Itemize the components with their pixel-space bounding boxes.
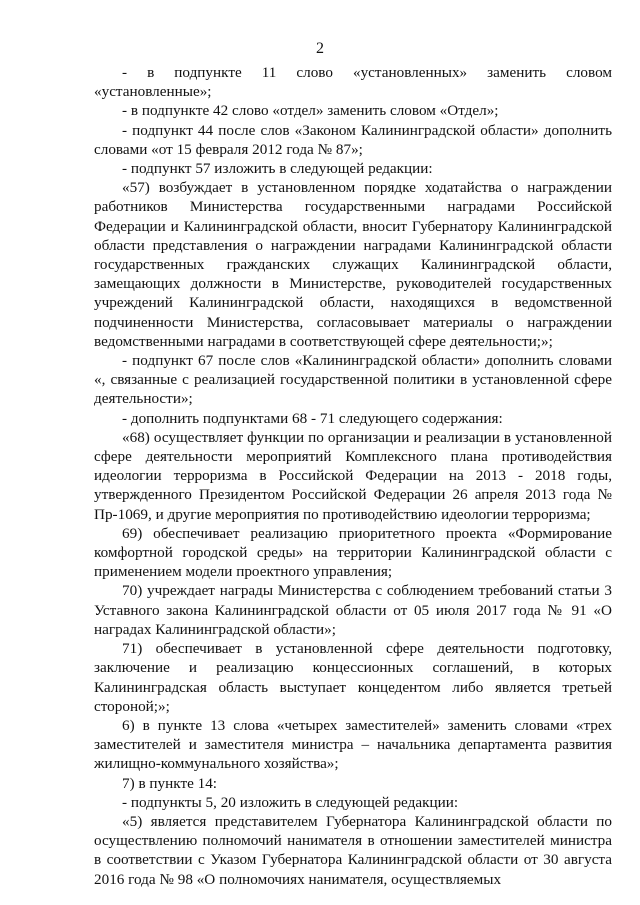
paragraph-subpoint-67: - подпункт 67 после слов «Калининградской области» дополнить словами «, связанные с реализацией государственной политики в установленной сфере деятельности»; xyxy=(94,352,612,408)
page-number: 2 xyxy=(316,40,324,57)
paragraph-subpoint-44: - подпункт 44 после слов «Законом Калининградской области» дополнить словами «от 15 февраля 2012 года № 87»; xyxy=(94,121,612,158)
paragraph-subpoint-57-intro: - подпункт 57 изложить в следующей редакции: xyxy=(122,160,433,178)
paragraph-point-6: 6) в пункте 13 слова «четырех заместителей» заменить словами «трех заместителей и заместителя министра – начальника департамента развития жилищно-коммунального хозяйства»; xyxy=(94,716,612,773)
paragraph-subpoint-68: «68) осуществляет функции по организации и реализации в установленной сфере деятельности мероприятий Комплексного плана противодействия идеологии терроризма в Российской Федерации на 2013 - 2018 годы, утвержденного Президентом Российской Федерации 26 апреля 2013 года № Пр-1069, и другие мероприятия по противодействию идеологии терроризма; xyxy=(94,428,612,523)
paragraph-subpoint-5-text: «5) является представителем Губернатора Калининградской области по осуществлению полномочий нанимателя в отношении заместителей министра в соответствии с Указом Губернатора Калининградской области от 30 августа 2016 года № 98 «О полномочиях нанимателя, осуществляемых xyxy=(94,812,612,888)
paragraph-add-68-71: - дополнить подпунктами 68 - 71 следующего содержания: xyxy=(122,409,503,427)
paragraph-subpoint-11: - в подпункте 11 слово «установленных» заменить словом «установленные»; xyxy=(94,64,612,101)
document-body xyxy=(94,63,612,889)
paragraph-subpoint-42: - в подпункте 42 слово «отдел» заменить словом «Отдел»; xyxy=(122,102,499,120)
paragraph-subpoint-69: 69) обеспечивает реализацию приоритетного проекта «Формирование комфортной городской среды» на территории Калининградской области с применением модели проектного управления; xyxy=(94,524,612,581)
paragraph-subpoint-70: 70) учреждает награды Министерства с соблюдением требований статьи 3 Уставного закона Калининградской области от 05 июля 2017 года № 91 «О наградах Калининградской области»; xyxy=(94,582,612,638)
paragraph-point-7: 7) в пункте 14: xyxy=(122,774,218,792)
paragraph-subpoint-57-text: «57) возбуждает в установленном порядке ходатайства о награждении работников Министерства государственными наградами Российской Федерации и Калининградской области, вносит Губернатору Калининградской области представления о награждении наградами Калининградской области государственных гражданских служащих Калининградской области, замещающих должности в Министерстве, руководителей государственных учреждений Калининградской области, находящихся в ведомственной подчиненности Министерства, согласовывает материалы о награждении ведомственными наградами в соответствующей сфере деятельности;»; xyxy=(94,179,612,350)
paragraph-subpoints-5-20-intro: - подпункты 5, 20 изложить в следующей редакции: xyxy=(122,793,459,811)
paragraph-subpoint-71: 71) обеспечивает в установленной сфере деятельности подготовку, заключение и реализацию концессионных соглашений, в которых Калининградская область выступает концедентом либо является третьей стороной;»; xyxy=(94,640,612,715)
